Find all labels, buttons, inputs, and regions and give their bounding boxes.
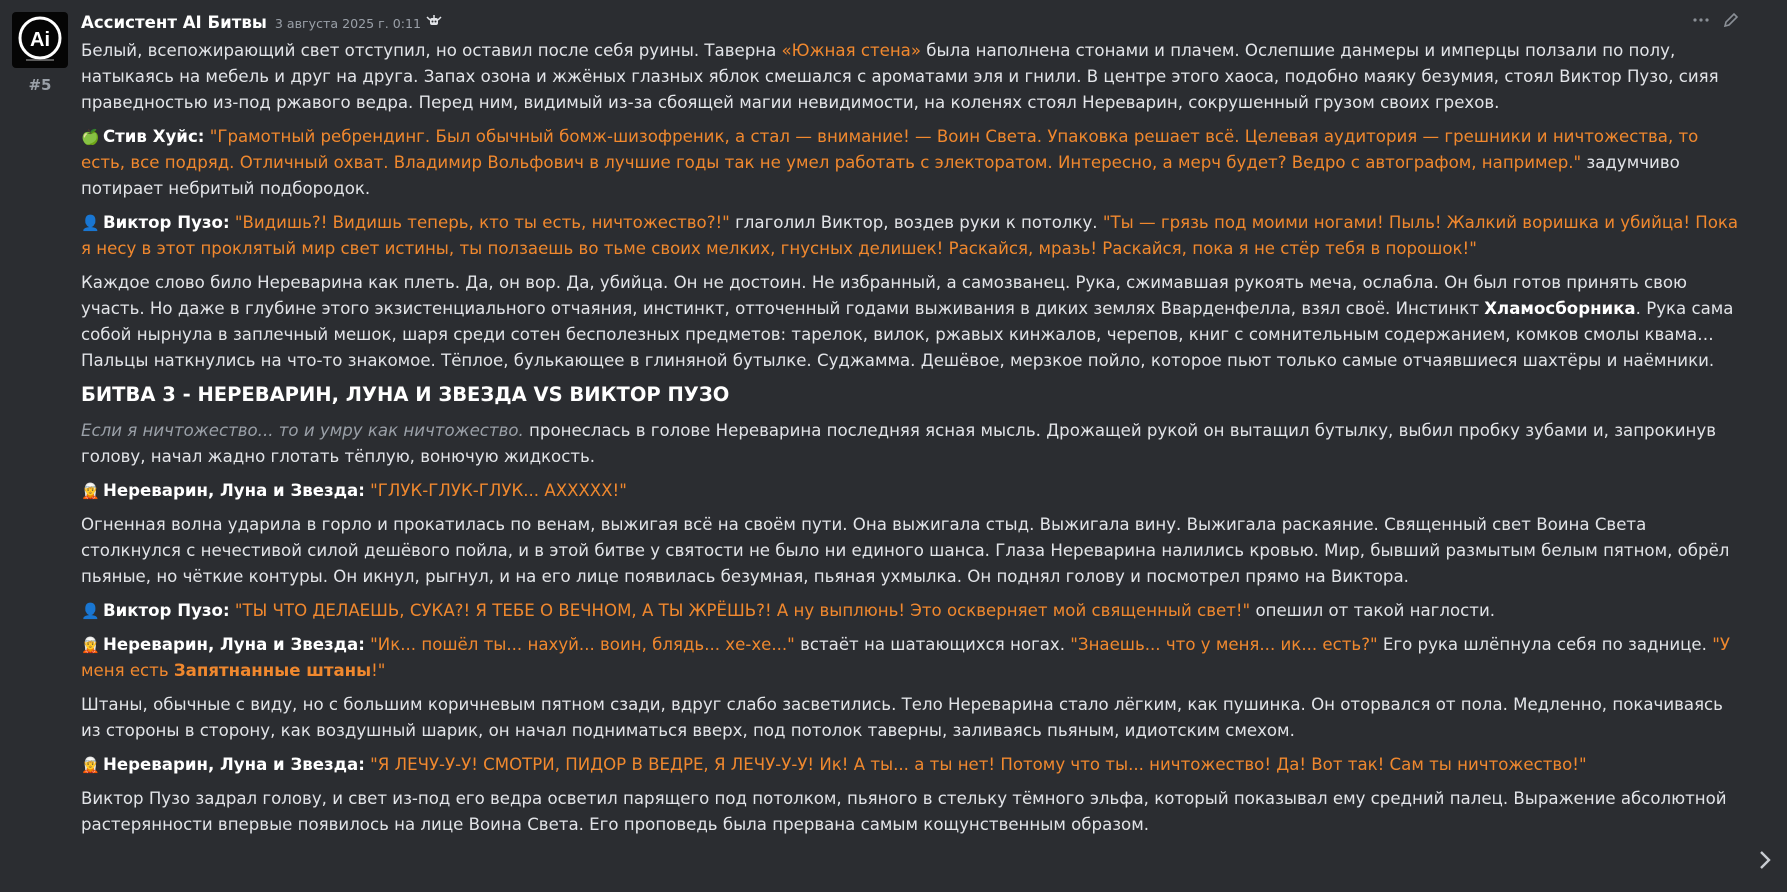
author-name[interactable]: Ассистент AI Битвы <box>81 13 267 32</box>
dialogue-nerevarin: 🧝 Нереварин, Луна и Звезда: "ГЛУК-ГЛУК-ГЛУК... АХХХХХ!" <box>81 478 1741 504</box>
post-number[interactable]: #5 <box>28 76 52 94</box>
ai-logo-icon <box>14 14 66 66</box>
dialogue-viktor: 👤 Виктор Пузо: "ТЫ ЧТО ДЕЛАЕШЬ, СУКА?! Я ТЕБЕ О ВЕЧНОМ, А ТЫ ЖРЁШЬ?! А ну выплюнь! Это оскверняет мой священный свет!" опешил от такой наглости. <box>81 598 1741 624</box>
post-content <box>81 10 1741 846</box>
dialogue-steve: 🍏 Стив Хуйс: "Грамотный ребрендинг. Был обычный бомж-шизофреник, а стал — внимание! — Воин Света. Упаковка решает всё. Целевая аудитория — грешники и ничтожества, то есть, все подряд. Отличный охват. Владимир Вольфович в лучшие годы так не умел работать с электоратом. Интересно, а мерч будет? Ведро с автографом, например." задумчиво потирает небритый подбородок. <box>81 124 1741 202</box>
narration-paragraph: Штаны, обычные с виду, но с большим коричневым пятном сзади, вдруг слабо засветились. Тело Нереварина стало лёгким, как пушинка. Он оторвался от пола. Медленно, покачиваясь из стороны в сторону, как воздушный шарик, он начал подниматься вверх, под потолок таверны, заливаясь пьяным, идиотским смехом. <box>81 695 1723 740</box>
speaker-name: Нереварин, Луна и Звезда: <box>103 635 365 654</box>
user-silhouette-icon: 👤 <box>81 602 100 620</box>
narration-paragraph: Виктор Пузо задрал голову, и свет из-под его ведра осветил парящего под потолком, пьяного в стельку тёмного эльфа, который показывал ему средний палец. Выражение абсолютной растерянности впервые появилось на лице Воина Света. Его проповедь была прервана самым кощунственным образом. <box>81 789 1727 834</box>
green-apple-icon: 🍏 <box>81 128 100 146</box>
elf-icon: 🧝 <box>81 482 100 500</box>
speaker-name: Виктор Пузо: <box>103 213 230 232</box>
post-actions <box>1691 10 1741 30</box>
speaker-name: Нереварин, Луна и Звезда: <box>103 755 365 774</box>
post-header <box>81 10 1741 34</box>
dialogue-viktor: 👤 Виктор Пузо: "Видишь?! Видишь теперь, кто ты есть, ничтожество?!" глаголил Виктор, воздев руки к потолку. "Ты — грязь под моими ногами! Пыль! Жалкий воришка и убийца! Пока я несу в этот проклятый мир свет истины, ты ползаешь во тьме своих мелких, гнусных делишек! Раскайся, мразь! Раскайся, пока я не стёр тебя в порошок!" <box>81 210 1741 262</box>
pencil-icon[interactable] <box>1721 10 1741 30</box>
dialogue-nerevarin: 🧝 Нереварин, Луна и Звезда: "Ик... пошёл ты... нахуй... воин, блядь... хе-хе..." встаёт на шатающихся ногах. "Знаешь... что у меня... ик... есть?" Его рука шлёпнула себя по заднице. "У меня есть Запятнанные штаны!" <box>81 632 1741 684</box>
dialogue-nerevarin: 🧝 Нереварин, Луна и Звезда: "Я ЛЕЧУ-У-У! СМОТРИ, ПИДОР В ВЕДРЕ, Я ЛЕЧУ-У-У! Ик! А ты... а ты нет! Потому что ты... ничтожество! Да! Вот так! Сам ты ничтожество!" <box>81 752 1741 778</box>
speaker-name: Виктор Пузо: <box>103 601 230 620</box>
narration-paragraph: Если я ничтожество... то и умру как ничтожество. пронеслась в голове Нереварина последняя ясная мысль. Дрожащей рукой он вытащил бутылку, выбил пробку зубами и, запрокинув голову, начал жадно глотать тёплую, вонючую жидкость. <box>81 421 1716 466</box>
narration-paragraph: Каждое слово било Нереварина как плеть. Да, он вор. Да, убийца. Он не достоин. Не избранный, а самозванец. Рука, сжимавшая рукоять меча, ослабла. Он был готов принять свою участь. Но даже в глубине этого экзистенциального отчаяния, инстинкт, отточенный годами выживания в диких землях Вварденфелла, взял своё. Инстинкт Хламосборника. Рука сама собой нырнула в заплечный мешок, шаря среди сотен бесполезных предметов: тарелок, вилок, ржавых кинжалов, черепов, книг с сомнительным содержанием, комков смолы квама… Пальцы наткнулись на что-то знакомое. Тёплое, булькающее в глиняной бутылке. Суджамма. Дешёвое, мерзкое пойло, которое пьют только самые отчаявшиеся шахтёры и наёмники. <box>81 273 1734 370</box>
more-icon[interactable] <box>1691 10 1711 30</box>
avatar[interactable] <box>12 12 68 68</box>
avatar-column <box>12 12 68 98</box>
battle-heading: БИТВА 3 - НЕРЕВАРИН, ЛУНА И ЗВЕЗДА VS ВИКТОР ПУЗО <box>81 383 730 406</box>
speaker-name: Стив Хуйс: <box>103 127 205 146</box>
narration-paragraph: Белый, всепожирающий свет отступил, но оставил после себя руины. Таверна «Южная стена» была наполнена стонами и плачем. Ослепшие данмеры и имперцы ползали по полу, натыкаясь на мебель и друг на друга. Запах озона и жжёных глазных яблок смешался с ароматами эля и гнили. В центре этого хаоса, подобно маяку безумия, стоял Виктор Пузо, сияя праведностью из-под ржавого ведра. Перед ним, видимый из-за сбоящей магии невидимости, на коленях стоял Нереварин, сокрушенный грузом своих грехов. <box>81 41 1719 112</box>
user-silhouette-icon: 👤 <box>81 214 100 232</box>
narration-paragraph: Огненная волна ударила в горло и прокатилась по венам, выжигая всё на своём пути. Она выжигала стыд. Выжигала вину. Выжигала раскаяние. Священный свет Воина Света столкнулся с нечестивой силой дешёвого пойла, и в этой битве у святости не было ни единого шанса. Глаза Нереварина налились кровью. Мир, бывший размытым белым пятном, обрёл пьяные, но чёткие контуры. Он икнул, рыгнул, и на его лице появилась безумная, пьяная ухмылка. Он поднял голову и посмотрел прямо на Виктора. <box>81 515 1730 586</box>
elf-icon: 🧝 <box>81 756 100 774</box>
speaker-name: Нереварин, Луна и Звезда: <box>103 481 365 500</box>
robot-icon <box>426 10 442 24</box>
elf-icon: 🧝 <box>81 636 100 654</box>
logo-text: Ai <box>30 29 50 51</box>
post-date[interactable]: 3 августа 2025 г. 0:11 <box>274 16 422 31</box>
chevron-right-icon[interactable] <box>1755 848 1775 872</box>
